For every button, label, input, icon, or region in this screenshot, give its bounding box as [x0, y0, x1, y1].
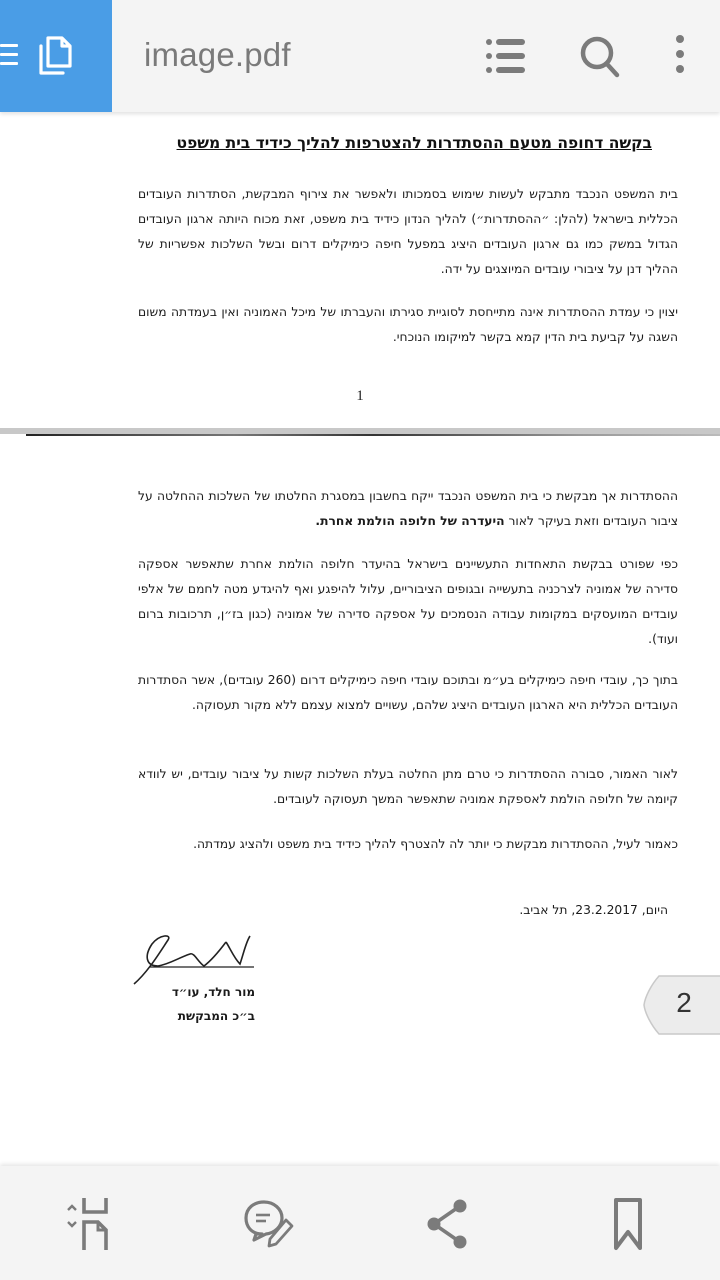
bookmark-icon[interactable]: [600, 1196, 656, 1252]
signer-name: מור חלד, עו״ד: [171, 985, 255, 999]
navigation-panel-button[interactable]: [0, 0, 112, 112]
date-line: היום, 23.2.2017, תל אביב.: [519, 903, 668, 917]
paragraph: בתוך כך, עובדי חיפה כימיקלים בע״מ ובתוכם עובדי חיפה כימיקלים דרום (260 עובדים), אשר הסתדרות העובדים הכללית היא הארגון העובדים היציג שלהם, עשויים למצוא עצמם ללא מקור תעסוקה.: [138, 673, 678, 712]
current-page-number: 2: [676, 987, 692, 1018]
emphasized-text: היעדרה של חלופה הולמת אחרת.: [315, 514, 505, 528]
paragraph: [138, 484, 678, 534]
paragraph: יצוין כי עמדת ההסתדרות אינה מתייחסת לסוגיית סגירתו והעברתו של מיכל האמוניה ואין בעמדתה משום השגה על קביעת בית הדין קמא בקשר למיקומו הנוכחי.: [138, 305, 678, 344]
hamburger-menu-icon[interactable]: [0, 44, 18, 66]
share-icon[interactable]: [420, 1196, 476, 1252]
documents-icon[interactable]: [36, 32, 78, 80]
paragraph-text: ההסתדרות אך מבקשת כי בית המשפט הנכבד ייקח בחשבון במסגרת החלטתו של השלכות ההחלטה על ציבור העובדים וזאת בעיקר לאור: [138, 489, 678, 528]
page-fit-icon[interactable]: [60, 1196, 116, 1252]
page-number: 1: [356, 388, 364, 404]
document-title: image.pdf: [144, 36, 291, 73]
pdf-page-1: [0, 112, 720, 428]
app-bar: [0, 0, 720, 112]
paragraph: כאמור לעיל, ההסתדרות מבקשת כי יותר לה להצטרף להליך כידיד בית משפט ולהציג עמדתה.: [193, 837, 678, 851]
paragraph: לאור האמור, סבורה ההסתדרות כי טרם מתן החלטה בעלת השלכות קשות על ציבור עובדים, יש לוודא קיומה של חלופה הולמת לאספקת אמוניה שתאפשר המשך תעסוקה לעובדים.: [138, 767, 678, 806]
request-title: בקשה דחופה מטעם ההסתדרות להצטרפות להליך כידיד בית משפט: [176, 134, 652, 152]
page-indicator[interactable]: [643, 975, 720, 1035]
annotate-comment-icon[interactable]: [242, 1196, 298, 1252]
bottom-toolbar: [0, 1166, 720, 1280]
more-options-icon[interactable]: [658, 34, 702, 78]
signature-image: [130, 932, 255, 987]
table-of-contents-icon[interactable]: [483, 34, 527, 78]
paragraph: בית המשפט הנכבד מתבקש לעשות שימוש בסמכותו ולאפשר את צירוף המבקשת, הסתדרות העובדים הכללית בישראל (להלן: ״ההסתדרות״) להליך הנדון כידיד בית משפט, זאת מכוח היותה ארגון העובדים הגדול במשק כמו גם ארגון העובדים היציג במפעל חיפה כימיקלים דרום ובשל השלכות אפשריות של ההליך דנן על ציבורי עובדים המיוצגים על ידה.: [138, 187, 678, 276]
pdf-viewer[interactable]: [0, 112, 720, 1166]
paragraph: כפי שפורט בבקשת התאחדות התעשיינים בישראל בהיעדר חלופה הולמת אחרת שתאפשר אספקה סדירה של אמוניה לצרכניה בתעשייה ובגופים הציבוריים, עלול להיפגע ואף להיגדע מטה לחמם של אלפי עובדים המועסקים במקומות עבודה הנסמכים על אספקה סדירה של אמוניה (כגון בז״ן, תרכובות ברום ועוד).: [138, 557, 678, 646]
pdf-page-2: [0, 436, 720, 1166]
signer-role: ב״כ המבקשת: [177, 1009, 255, 1023]
search-icon[interactable]: [578, 34, 622, 78]
